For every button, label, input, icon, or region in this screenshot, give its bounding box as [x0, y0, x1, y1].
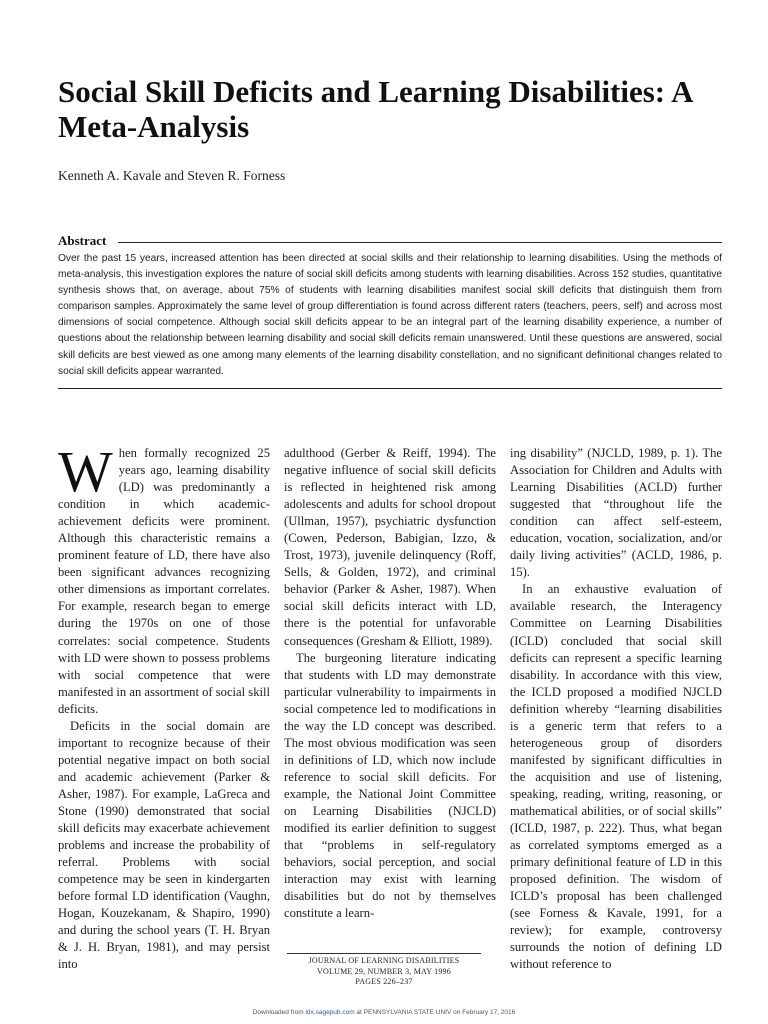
paragraph: In an exhaustive evaluation of available research, the Interagency Committee on Learning Disabilities (ICLD) concluded that social skill deficits can represent a specific learning disability. In accordance with this view, the ICLD proposed a modified NJCLD definition whereby “learning disabilities is a generic term that refers to a heterogeneous group of disorders manifested by significant difficulties in the acquisition and use of listening, speaking, reading, writing, reasoning, or mathematical abilities, or of social skills” (ICLD, 1987, p. 222). Thus, what began as correlated symptoms emerged as a primary definitional feature of LD in this proposed definition. The wisdom of ICLD’s proposal has been challenged (see Forness & Kavale, 1991, for a review); for example, controversy surrounds the notion of defining LD without reference to: [510, 582, 722, 972]
abstract-bottom-rule: [58, 388, 722, 389]
paragraph: adulthood (Gerber & Reiff, 1994). The negative influence of social skill deficits is reflected in heightened risk among adolescents and adults for school dropout (Ullman, 1957), psychiatric dysfunction (Cowen, Pederson, Babigian, Izzo, & Trost, 1973), juvenile delinquency (Roff, Sells, & Golden, 1972), and criminal behavior (Parker & Asher, 1987). When social skill deficits interact with LD, there is the potential for unfavorable consequences (Gresham & Elliott, 1989).: [284, 446, 496, 648]
abstract-text: Over the past 15 years, increased attention has been directed at social skills and their relationship to learning disabilities. Using the methods of meta-analysis, this investigation explores the nature of social skill deficits among students with learning disabilities. Across 152 studies, quantitative synthesis shows that, on average, about 75% of students with learning disabilities manifest social skill deficits that distinguish them from comparison samples. Approximately the same level of group differentiation is found across different raters (teachers, peers, self) and across most dimensions of social competence. Although social skill deficits appear to be an integral part of the learning disability experience, a number of questions about the relationship between learning disability and social skill deficits remain unanswered. Until these questions are answered, social skill deficits are best viewed as one among many elements of the learning disability constellation, and no significant definitional changes related to social skill deficits appear warranted.: [58, 253, 722, 377]
body-column-1: [58, 439, 270, 973]
download-suffix: at PENNSYLVANIA STATE UNIV on February 17, 2016: [354, 1009, 516, 1016]
article-title: Social Skill Deficits and Learning Disabilities: A Meta-Analysis: [58, 74, 692, 144]
paragraph: The burgeoning literature indicating that students with LD may demonstrate particular vulnerability to impairments in social competence led to modifications in the way the LD concept was described. The most obvious modification was seen in definitions of LD, which now include reference to social skill deficits. For example, the National Joint Committee on Learning Disabilities (NJCLD) modified its earlier definition to suggest that “problems in self-regulatory behaviors, social perception, and social interaction may exist with learning disabilities but do not by themselves constitute a learn-: [284, 650, 496, 921]
body-column-3: [510, 445, 722, 973]
journal-pages: PAGES 226–237: [355, 977, 413, 986]
footer-rule: [287, 953, 481, 954]
download-notice: [200, 1009, 568, 1016]
paragraph: hen formally recognized 25 years ago, learning disability (LD) was predominantly a condition in which academic-achievement deficits were prominent. Although this characteristic remains a prominent feature of LD, there have also been significant advances recognizing other dimensions as important correlates. For example, research began to emerge during the 1970s on one of those correlates: social competence. Students with LD were shown to possess problems with social competence that were manifested in an assortment of social skill deficits.: [58, 446, 270, 716]
paragraph: Deficits in the social domain are important to recognize because of their potential negative impact on both social and academic achievement (Parker & Asher, 1987). For example, LaGreca and Stone (1990) demonstrated that social skill deficits may exacerbate achievement problems and increase the probability of referral. Problems with social competence may be seen in kindergarten before formal LD identification (Vaughn, Hogan, Kouzekanam, & Shapiro, 1990) and during the school years (T. H. Bryan & J. H. Bryan, 1981), and may persist into: [58, 718, 270, 972]
article-authors: Kenneth A. Kavale and Steven R. Forness: [58, 168, 286, 183]
abstract-heading: Abstract: [58, 233, 107, 248]
journal-name: JOURNAL OF LEARNING DISABILITIES: [308, 956, 460, 965]
paragraph: ing disability” (NJCLD, 1989, p. 1). The Association for Children and Adults with Learning Disabilities (ACLD) further suggested that “throughout life the condition can affect self-esteem, education, vocation, socialization, and/or daily living activities” (ACLD, 1986, p. 15).: [510, 446, 722, 580]
abstract-top-rule: [118, 242, 722, 243]
drop-cap: W: [58, 439, 113, 504]
download-prefix: Downloaded from: [252, 1009, 306, 1016]
journal-volume: VOLUME 29, NUMBER 3, MAY 1996: [317, 966, 451, 976]
journal-footer: [234, 956, 534, 988]
download-link[interactable]: ldx.sagepub.com: [305, 1009, 355, 1016]
body-column-2: [284, 445, 496, 922]
